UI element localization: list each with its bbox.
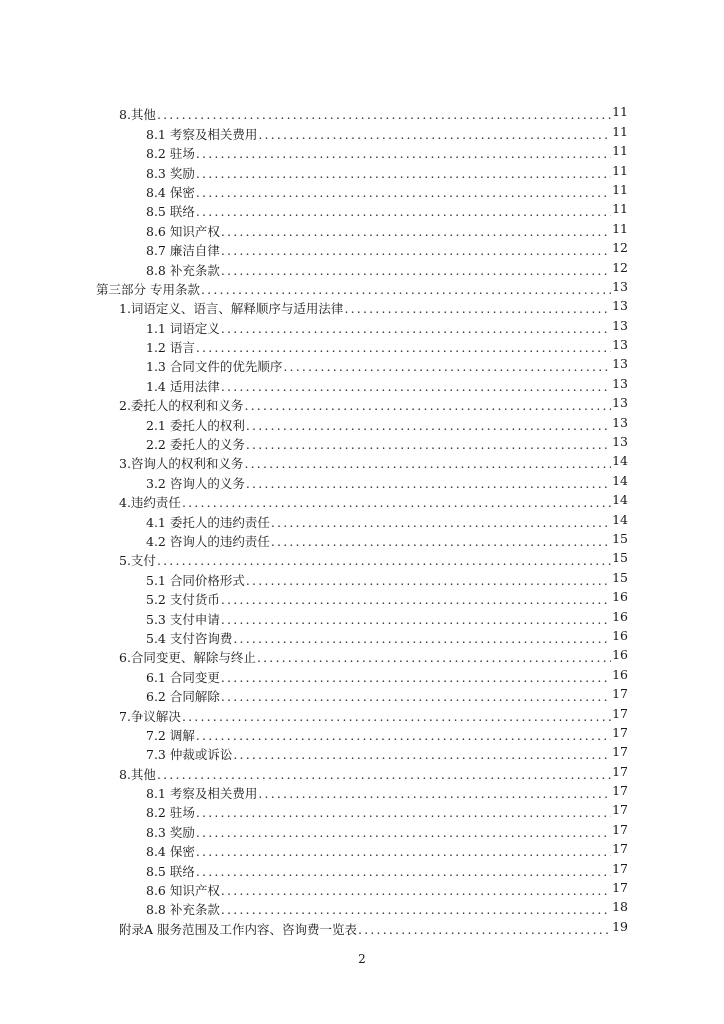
toc-entry-page: 17 <box>612 821 628 837</box>
toc-leader-dots <box>182 495 626 511</box>
toc-entry[interactable] <box>0 375 724 394</box>
toc-entry-title: 6.合同变更、解除与终止 <box>119 650 256 666</box>
toc-entry[interactable] <box>0 628 724 647</box>
toc-entry[interactable] <box>0 259 724 278</box>
toc-entry-page: 17 <box>612 705 628 721</box>
toc-entry[interactable] <box>0 220 724 239</box>
toc-entry-title: 8.2 驻场 <box>146 805 195 821</box>
toc-entry[interactable] <box>0 143 724 162</box>
toc-entry-title: 2.委托人的权利和义务 <box>119 398 244 414</box>
toc-entry-title: 8.7 廉洁自律 <box>146 243 220 259</box>
toc-entry-page: 14 <box>612 453 628 469</box>
toc-entry-page: 11 <box>612 181 628 197</box>
toc-leader-dots <box>358 922 626 938</box>
toc-entry[interactable] <box>0 453 724 472</box>
toc-entry-title: 8.4 保密 <box>146 844 195 860</box>
toc-entry-page: 14 <box>612 492 628 508</box>
toc-leader-dots <box>221 321 626 337</box>
toc-entry[interactable] <box>0 104 724 123</box>
toc-entry[interactable] <box>0 725 724 744</box>
toc-leader-dots <box>196 844 626 860</box>
toc-entry-page: 11 <box>612 123 628 139</box>
toc-entry-page: 15 <box>612 530 628 546</box>
toc-entry-title: 6.2 合同解除 <box>146 689 220 705</box>
toc-leader-dots <box>196 166 626 182</box>
toc-entry-title: 8.1 考察及相关费用 <box>146 786 258 802</box>
toc-entry-title: 4.违约责任 <box>119 495 181 511</box>
toc-entry-page: 17 <box>612 860 628 876</box>
toc-leader-dots <box>233 631 626 647</box>
toc-entry-title: 5.3 支付申请 <box>146 611 220 627</box>
toc-entry-title: 第三部分 专用条款 <box>96 281 200 297</box>
toc-entry-title: 5.1 合同价格形式 <box>146 572 245 588</box>
toc-entry-title: 8.3 奖励 <box>146 824 195 840</box>
page-number: 2 <box>358 952 366 966</box>
toc-entry-page: 14 <box>612 472 628 488</box>
toc-leader-dots <box>157 767 626 783</box>
toc-entry-page: 12 <box>612 259 628 275</box>
toc-entry-title: 2.2 委托人的义务 <box>146 437 245 453</box>
toc-entry-title: 1.4 适用法律 <box>146 378 220 394</box>
toc-leader-dots <box>196 204 626 220</box>
toc-entry-title: 8.5 联络 <box>146 863 195 879</box>
toc-leader-dots <box>196 340 626 356</box>
toc-entry[interactable] <box>0 608 724 627</box>
toc-entry-title: 8.8 补充条款 <box>146 902 220 918</box>
toc-entry[interactable] <box>0 569 724 588</box>
toc-leader-dots <box>221 612 626 628</box>
toc-leader-dots <box>257 650 626 666</box>
toc-entry-page: 17 <box>612 763 628 779</box>
toc-entry-page: 16 <box>612 589 628 605</box>
toc-leader-dots <box>201 282 626 298</box>
toc-entry[interactable] <box>0 841 724 860</box>
toc-entry-title: 4.1 委托人的违约责任 <box>146 514 270 530</box>
toc-entry[interactable] <box>0 550 724 569</box>
toc-entry[interactable] <box>0 298 724 317</box>
toc-entry-title: 1.1 词语定义 <box>146 320 220 336</box>
toc-entry-title: 5.4 支付咨询费 <box>146 630 233 646</box>
toc-entry[interactable] <box>0 860 724 879</box>
toc-entry[interactable] <box>0 356 724 375</box>
toc-entry-title: 8.4 保密 <box>146 184 195 200</box>
toc-entry-page: 13 <box>612 414 628 430</box>
toc-entry[interactable] <box>0 880 724 899</box>
toc-entry-title: 8.1 考察及相关费用 <box>146 126 258 142</box>
toc-leader-dots <box>157 553 626 569</box>
toc-entry[interactable] <box>0 899 724 918</box>
toc-leader-dots <box>246 476 626 492</box>
toc-leader-dots <box>221 883 626 899</box>
toc-entry-page: 13 <box>612 278 628 294</box>
toc-entry[interactable] <box>0 531 724 550</box>
toc-leader-dots <box>221 670 626 686</box>
toc-leader-dots <box>221 243 626 259</box>
toc-entry-title: 2.1 委托人的权利 <box>146 417 245 433</box>
toc-entry[interactable] <box>0 434 724 453</box>
toc-entry[interactable] <box>0 395 724 414</box>
toc-entry-page: 11 <box>612 201 628 217</box>
toc-entry-title: 8.8 补充条款 <box>146 262 220 278</box>
toc-entry[interactable] <box>0 511 724 530</box>
toc-leader-dots <box>182 709 626 725</box>
toc-entry-title: 5.2 支付货币 <box>146 592 220 608</box>
toc-entry-title: 1.词语定义、语言、解释顺序与适用法律 <box>119 301 344 317</box>
toc-entry[interactable] <box>0 492 724 511</box>
toc-entry-page: 11 <box>612 162 628 178</box>
toc-leader-dots <box>196 825 626 841</box>
toc-entry[interactable] <box>0 686 724 705</box>
toc-leader-dots <box>244 398 626 414</box>
toc-leader-dots <box>221 263 626 279</box>
toc-entry[interactable] <box>0 666 724 685</box>
toc-entry[interactable] <box>0 763 724 782</box>
toc-entry-page: 17 <box>612 880 628 896</box>
toc-entry-page: 17 <box>612 783 628 799</box>
toc-entry[interactable] <box>0 162 724 181</box>
toc-entry-page: 13 <box>612 317 628 333</box>
toc-entry-title: 1.2 语言 <box>146 340 195 356</box>
toc-entry[interactable] <box>0 182 724 201</box>
toc-entry-title: 8.3 奖励 <box>146 165 195 181</box>
toc-entry-title: 7.2 调解 <box>146 727 195 743</box>
toc-entry-page: 17 <box>612 724 628 740</box>
toc-entry-page: 13 <box>612 375 628 391</box>
toc-leader-dots <box>221 902 626 918</box>
toc-entry-page: 11 <box>612 220 628 236</box>
toc-leader-dots <box>196 805 626 821</box>
toc-entry-title: 8.5 联络 <box>146 204 195 220</box>
toc-entry[interactable] <box>0 279 724 298</box>
toc-entry[interactable] <box>0 647 724 666</box>
toc-entry-title: 3.2 咨询人的义务 <box>146 475 245 491</box>
toc-entry-page: 14 <box>612 511 628 527</box>
toc-entry-page: 17 <box>612 686 628 702</box>
toc-entry[interactable] <box>0 783 724 802</box>
toc-entry-page: 15 <box>612 550 628 566</box>
toc-leader-dots <box>196 185 626 201</box>
toc-entry-title: 1.3 合同文件的优先顺序 <box>146 359 283 375</box>
toc-leader-dots <box>246 573 626 589</box>
toc-leader-dots <box>246 418 626 434</box>
toc-entry-page: 11 <box>612 143 628 159</box>
toc-entry[interactable] <box>0 337 724 356</box>
toc-entry[interactable] <box>0 802 724 821</box>
toc-entry-title: 5.支付 <box>119 553 156 569</box>
toc-entry-title: 3.咨询人的权利和义务 <box>119 456 244 472</box>
toc-leader-dots <box>283 359 626 375</box>
toc-leader-dots <box>233 747 626 763</box>
toc-leader-dots <box>258 127 626 143</box>
toc-entry-page: 13 <box>612 395 628 411</box>
toc-entry-page: 12 <box>612 240 628 256</box>
toc-entry-title: 4.2 咨询人的违约责任 <box>146 533 270 549</box>
toc-entry-page: 17 <box>612 744 628 760</box>
toc-entry-page: 16 <box>612 666 628 682</box>
table-of-contents <box>0 104 724 938</box>
toc-entry-title: 6.1 合同变更 <box>146 669 220 685</box>
toc-entry-page: 17 <box>612 802 628 818</box>
toc-entry-title: 附录A 服务范围及工作内容、咨询费一览表 <box>119 921 358 937</box>
toc-leader-dots <box>258 786 626 802</box>
toc-entry-title: 8.其他 <box>119 107 156 123</box>
toc-leader-dots <box>221 224 626 240</box>
toc-leader-dots <box>246 437 626 453</box>
toc-entry-page: 17 <box>612 841 628 857</box>
toc-entry-page: 19 <box>612 918 628 934</box>
toc-leader-dots <box>344 301 626 317</box>
toc-entry-page: 13 <box>612 337 628 353</box>
toc-entry-page: 16 <box>612 647 628 663</box>
toc-entry[interactable] <box>0 123 724 142</box>
toc-leader-dots <box>271 534 626 550</box>
toc-entry-title: 7.争议解决 <box>119 708 181 724</box>
toc-entry[interactable] <box>0 705 724 724</box>
toc-entry-page: 18 <box>612 899 628 915</box>
toc-leader-dots <box>244 456 626 472</box>
toc-entry[interactable] <box>0 744 724 763</box>
toc-entry-title: 8.2 驻场 <box>146 146 195 162</box>
toc-entry-title: 7.3 仲裁或诉讼 <box>146 747 233 763</box>
toc-entry-page: 15 <box>612 569 628 585</box>
toc-entry[interactable] <box>0 918 724 937</box>
toc-leader-dots <box>221 689 626 705</box>
toc-leader-dots <box>196 864 626 880</box>
toc-leader-dots <box>196 728 626 744</box>
toc-entry-title: 8.其他 <box>119 766 156 782</box>
toc-entry-page: 13 <box>612 434 628 450</box>
toc-leader-dots <box>221 379 626 395</box>
toc-leader-dots <box>221 592 626 608</box>
toc-entry[interactable] <box>0 317 724 336</box>
toc-entry[interactable] <box>0 240 724 259</box>
toc-entry-page: 11 <box>612 104 628 120</box>
toc-entry[interactable] <box>0 201 724 220</box>
toc-entry[interactable] <box>0 472 724 491</box>
toc-entry-page: 16 <box>612 627 628 643</box>
toc-leader-dots <box>196 146 626 162</box>
toc-leader-dots <box>271 515 626 531</box>
toc-leader-dots <box>157 107 626 123</box>
toc-entry-page: 16 <box>612 608 628 624</box>
toc-entry-title: 8.6 知识产权 <box>146 883 220 899</box>
toc-entry-title: 8.6 知识产权 <box>146 223 220 239</box>
toc-entry-page: 13 <box>612 356 628 372</box>
toc-entry[interactable] <box>0 414 724 433</box>
toc-entry[interactable] <box>0 589 724 608</box>
toc-entry-page: 13 <box>612 298 628 314</box>
toc-entry[interactable] <box>0 821 724 840</box>
